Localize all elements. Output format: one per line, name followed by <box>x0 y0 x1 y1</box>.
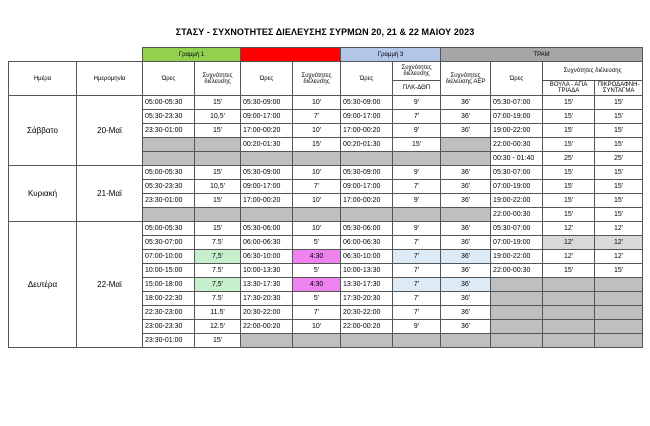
line3-freq-cell: 7' <box>393 306 441 320</box>
line3-freq-cell: 7' <box>393 264 441 278</box>
tram-hours-cell: 05:30-07:00 <box>491 96 543 110</box>
tram-route1-freq-cell <box>543 278 595 292</box>
date-cell: 21-Μαϊ <box>77 166 143 222</box>
line1-hours-cell: 05:00-05:30 <box>143 166 195 180</box>
aer-freq-cell: 36' <box>441 194 491 208</box>
line1-freq-cell <box>195 138 241 152</box>
tram-route1-freq-cell: 12' <box>543 236 595 250</box>
tram-freq-header: Συχνότητες διέλευσης <box>543 62 643 81</box>
line2-hours-cell: 10:00-13:30 <box>241 264 293 278</box>
tram-hours-cell: 07:00-19:00 <box>491 110 543 124</box>
aer-freq-cell: 36' <box>441 320 491 334</box>
line2-hours-cell: 09:00-17:00 <box>241 180 293 194</box>
tram-route1-freq-cell <box>543 334 595 348</box>
tram-hours-cell <box>491 292 543 306</box>
tram-hours-cell <box>491 306 543 320</box>
line2-freq-header: Συχνότητες διέλευσης <box>293 62 341 96</box>
tram-route1-header: ΒΟΥΛΑ - ΑΓΙΑ ΤΡΙΑΔΑ <box>543 81 595 96</box>
line2-freq-cell: 5' <box>293 236 341 250</box>
tram-route2-freq-cell <box>595 292 643 306</box>
line3-hours-cell <box>341 208 393 222</box>
line3-hours-cell: 05:30-09:00 <box>341 96 393 110</box>
tram-route2-freq-cell <box>595 334 643 348</box>
line3-freq-cell: 9' <box>393 194 441 208</box>
tram-hours-cell: 22:00-00:30 <box>491 138 543 152</box>
tram-route2-freq-cell: 25' <box>595 152 643 166</box>
line3-hours-cell: 17:00-00:20 <box>341 194 393 208</box>
tram-route2-freq-cell: 12' <box>595 250 643 264</box>
line2-freq-cell: 4:30 <box>293 250 341 264</box>
line2-freq-cell <box>293 152 341 166</box>
line2-freq-cell: 7' <box>293 110 341 124</box>
tram-route2-header: ΠΙΚΡΟΔΑΦΝΗ-ΣΥΝΤΑΓΜΑ <box>595 81 643 96</box>
line2-freq-cell: 10' <box>293 96 341 110</box>
date-cell: 22-Μαϊ <box>77 222 143 348</box>
line2-freq-cell: 10' <box>293 124 341 138</box>
tram-hours-cell: 00:30 - 01:40 <box>491 152 543 166</box>
line2-freq-cell: 7' <box>293 180 341 194</box>
aer-freq-cell: 36' <box>441 124 491 138</box>
line2-hours-cell: 06:00-06:30 <box>241 236 293 250</box>
line3-hours-cell: 13:30-17:30 <box>341 278 393 292</box>
line3-hours-cell: 05:30-09:00 <box>341 166 393 180</box>
line3-hours-cell: 17:00-00:20 <box>341 124 393 138</box>
aer-freq-cell: 36' <box>441 306 491 320</box>
line1-hours-cell: 18:00-22:30 <box>143 292 195 306</box>
line2-freq-cell <box>293 208 341 222</box>
line2-hours-cell <box>241 208 293 222</box>
line3-hours-cell: 09:00-17:00 <box>341 180 393 194</box>
tram-header: ΤΡΑΜ <box>441 48 643 62</box>
tram-hours-cell: 19:00-22:00 <box>491 250 543 264</box>
line2-hours-cell: 20:30-22:00 <box>241 306 293 320</box>
aer-freq-cell: 36' <box>441 110 491 124</box>
line-header-row <box>9 48 643 62</box>
day-cell: Δευτέρα <box>9 222 77 348</box>
line1-hours-cell: 05:00-05:30 <box>143 96 195 110</box>
tram-route1-freq-cell: 15' <box>543 194 595 208</box>
tram-hours-cell: 22:00-00:30 <box>491 208 543 222</box>
tram-route2-freq-cell: 15' <box>595 124 643 138</box>
tram-route2-freq-cell <box>595 278 643 292</box>
line3-freq-cell <box>393 334 441 348</box>
line2-header: Γραμμή 2 <box>241 48 341 62</box>
table-row <box>9 96 643 110</box>
line2-hours-cell: 00:20-01:30 <box>241 138 293 152</box>
line1-hours-cell: 07:00-10:00 <box>143 250 195 264</box>
tram-route2-freq-cell: 15' <box>595 180 643 194</box>
line1-freq-cell: 11.5' <box>195 306 241 320</box>
aer-freq-cell: 36' <box>441 222 491 236</box>
line1-hours-cell <box>143 138 195 152</box>
line3-hours-cell: 06:30-10:00 <box>341 250 393 264</box>
tram-route2-freq-cell: 15' <box>595 138 643 152</box>
date-cell: 20-Μαϊ <box>77 96 143 166</box>
date-header: Ημερομηνία <box>77 62 143 96</box>
aer-freq-cell: 36' <box>441 180 491 194</box>
line3-hours-cell: 20:30-22:00 <box>341 306 393 320</box>
aer-freq-cell: 36' <box>441 250 491 264</box>
tram-route1-freq-cell: 15' <box>543 96 595 110</box>
line2-hours-cell: 17:30-20:30 <box>241 292 293 306</box>
line1-freq-cell: 10,5' <box>195 110 241 124</box>
tram-route1-freq-cell: 12' <box>543 222 595 236</box>
line2-freq-cell: 5' <box>293 292 341 306</box>
line3-freq-cell: 7' <box>393 110 441 124</box>
aer-freq-cell <box>441 152 491 166</box>
line3-hours-cell: 22:00-00:20 <box>341 320 393 334</box>
line3-freq-cell: 7' <box>393 180 441 194</box>
tram-route1-freq-cell: 12' <box>543 250 595 264</box>
tram-hours-cell: 22:00-00:30 <box>491 264 543 278</box>
line1-freq-cell <box>195 152 241 166</box>
tram-route1-freq-cell: 15' <box>543 264 595 278</box>
tram-hours-cell <box>491 278 543 292</box>
line1-hours-cell: 05:30-23:30 <box>143 180 195 194</box>
tram-hours-cell <box>491 334 543 348</box>
line3-freq-cell: 7' <box>393 292 441 306</box>
line1-freq-cell: 7.5' <box>195 236 241 250</box>
line3-freq-cell: 9' <box>393 320 441 334</box>
line3-freq-cell: 9' <box>393 124 441 138</box>
column-header-row-1 <box>9 62 643 81</box>
plk-header: ΠΛΚ-ΔΘΠ <box>393 81 441 96</box>
tram-route1-freq-cell: 15' <box>543 124 595 138</box>
line1-freq-cell: 7,5' <box>195 278 241 292</box>
tram-route2-freq-cell: 15' <box>595 110 643 124</box>
aer-freq-cell: 36' <box>441 292 491 306</box>
line1-freq-cell: 15' <box>195 222 241 236</box>
line1-hours-cell: 10:00-15:00 <box>143 264 195 278</box>
tram-route1-freq-cell <box>543 320 595 334</box>
tram-route1-freq-cell <box>543 306 595 320</box>
tram-route2-freq-cell: 15' <box>595 96 643 110</box>
line3-freq-cell <box>393 152 441 166</box>
line1-freq-cell: 15' <box>195 124 241 138</box>
schedule-table <box>8 47 643 348</box>
line3-header: Γραμμή 3 <box>341 48 441 62</box>
aer-freq-cell: 36' <box>441 264 491 278</box>
tram-route2-freq-cell: 15' <box>595 194 643 208</box>
line2-hours-cell: 13:30-17:30 <box>241 278 293 292</box>
line2-hours-cell <box>241 152 293 166</box>
line1-freq-cell: 7.5' <box>195 292 241 306</box>
line3-hours-cell: 06:00-06:30 <box>341 236 393 250</box>
tram-hours-cell: 07:00-19:00 <box>491 180 543 194</box>
line3-hours-header: Ώρες <box>341 62 393 96</box>
aer-freq-cell: 36' <box>441 96 491 110</box>
line3-hours-cell: 17:30-20:30 <box>341 292 393 306</box>
line1-hours-cell: 05:00-05:30 <box>143 222 195 236</box>
line3-hours-cell: 09:00-17:00 <box>341 110 393 124</box>
line1-hours-cell: 23:30-01:00 <box>143 334 195 348</box>
line1-freq-cell: 7,5' <box>195 250 241 264</box>
line3-hours-cell: 00:20-01:30 <box>341 138 393 152</box>
tram-route1-freq-cell: 15' <box>543 138 595 152</box>
line2-freq-cell <box>293 334 341 348</box>
line3-freq-cell: 9' <box>393 96 441 110</box>
tram-route1-freq-cell: 15' <box>543 110 595 124</box>
line3-hours-cell <box>341 152 393 166</box>
line3-hours-cell: 10:00-13:30 <box>341 264 393 278</box>
line1-hours-cell: 23:30-01:00 <box>143 194 195 208</box>
aer-freq-cell <box>441 208 491 222</box>
line2-freq-cell: 5' <box>293 264 341 278</box>
tram-hours-cell: 05:30-07:00 <box>491 166 543 180</box>
aer-freq-cell: 36' <box>441 236 491 250</box>
line3-freq-cell: 7' <box>393 250 441 264</box>
line2-hours-cell: 05:30-06:00 <box>241 222 293 236</box>
line1-freq-cell: 15' <box>195 334 241 348</box>
table-row <box>9 222 643 236</box>
tram-hours-cell: 19:00-22:00 <box>491 194 543 208</box>
line3-freq-cell <box>393 208 441 222</box>
line1-hours-cell: 23:30-01:00 <box>143 124 195 138</box>
line2-freq-cell: 10' <box>293 222 341 236</box>
line2-freq-cell: 10' <box>293 320 341 334</box>
tram-route2-freq-cell: 12' <box>595 236 643 250</box>
tram-route1-freq-cell: 15' <box>543 166 595 180</box>
line2-hours-cell: 05:30-09:00 <box>241 96 293 110</box>
day-cell: Κυριακή <box>9 166 77 222</box>
line1-hours-cell: 05:30-07:00 <box>143 236 195 250</box>
tram-route2-freq-cell: 12' <box>595 222 643 236</box>
line1-freq-cell: 15' <box>195 166 241 180</box>
line2-freq-cell: 15' <box>293 138 341 152</box>
tram-route1-freq-cell: 25' <box>543 152 595 166</box>
tram-hours-cell <box>491 320 543 334</box>
line1-hours-header: Ώρες <box>143 62 195 96</box>
tram-route2-freq-cell <box>595 320 643 334</box>
tram-hours-header: Ώρες <box>491 62 543 96</box>
page-title: ΣΤΑΣΥ - ΣΥΧΝΟΤΗΤΕΣ ΔΙΕΛΕΥΣΗΣ ΣΥΡΜΩΝ 20, 21 & 22 ΜΑΙΟΥ 2023 <box>175 27 475 37</box>
line3-freq-header: Συχνότητες διέλευσης <box>393 62 441 81</box>
line3-freq-cell: 15' <box>393 138 441 152</box>
aer-freq-cell <box>441 138 491 152</box>
line1-freq-cell: 10,5' <box>195 180 241 194</box>
line2-hours-header: Ώρες <box>241 62 293 96</box>
line2-hours-cell: 17:00-00:20 <box>241 124 293 138</box>
line2-freq-cell: 10' <box>293 194 341 208</box>
line2-freq-cell: 10' <box>293 166 341 180</box>
table-row <box>9 166 643 180</box>
line1-freq-cell: 15' <box>195 96 241 110</box>
day-cell: Σάββατο <box>9 96 77 166</box>
aer-freq-header: Συχνότητες διέλευσης ΑΕΡ <box>441 62 491 96</box>
tram-route1-freq-cell <box>543 292 595 306</box>
line1-freq-cell: 12.5' <box>195 320 241 334</box>
tram-route2-freq-cell: 15' <box>595 264 643 278</box>
line1-hours-cell: 15:00-18:00 <box>143 278 195 292</box>
line3-freq-cell: 7' <box>393 278 441 292</box>
line1-hours-cell: 05:30-23:30 <box>143 110 195 124</box>
tram-route1-freq-cell: 15' <box>543 208 595 222</box>
line3-freq-cell: 9' <box>393 166 441 180</box>
line1-freq-header: Συχνότητες διέλευσης <box>195 62 241 96</box>
aer-freq-cell: 36' <box>441 278 491 292</box>
tram-route2-freq-cell: 15' <box>595 166 643 180</box>
tram-route2-freq-cell: 15' <box>595 208 643 222</box>
line2-freq-cell: 4:30 <box>293 278 341 292</box>
line3-freq-cell: 7' <box>393 236 441 250</box>
tram-hours-cell: 05:30-07:00 <box>491 222 543 236</box>
tram-route1-freq-cell: 15' <box>543 180 595 194</box>
line3-freq-cell: 9' <box>393 222 441 236</box>
line3-hours-cell <box>341 334 393 348</box>
line1-header: Γραμμή 1 <box>143 48 241 62</box>
aer-freq-cell: 36' <box>441 166 491 180</box>
line2-hours-cell: 09:00-17:00 <box>241 110 293 124</box>
line1-hours-cell: 22:30-23:00 <box>143 306 195 320</box>
tram-hours-cell: 19:00-22:00 <box>491 124 543 138</box>
line1-freq-cell: 15' <box>195 194 241 208</box>
line2-hours-cell: 05:30-09:00 <box>241 166 293 180</box>
line1-hours-cell <box>143 208 195 222</box>
line1-hours-cell: 23:00-23:30 <box>143 320 195 334</box>
line2-freq-cell: 7' <box>293 306 341 320</box>
line3-hours-cell: 05:30-06:00 <box>341 222 393 236</box>
line2-hours-cell: 17:00-00:20 <box>241 194 293 208</box>
line1-freq-cell: 7.5' <box>195 264 241 278</box>
line2-hours-cell: 06:30-10:00 <box>241 250 293 264</box>
tram-route2-freq-cell <box>595 306 643 320</box>
line1-freq-cell <box>195 208 241 222</box>
aer-freq-cell <box>441 334 491 348</box>
line1-hours-cell <box>143 152 195 166</box>
line2-hours-cell: 22:00-00:20 <box>241 320 293 334</box>
day-header: Ημέρα <box>9 62 77 96</box>
tram-hours-cell: 07:00-19:00 <box>491 236 543 250</box>
line2-hours-cell <box>241 334 293 348</box>
